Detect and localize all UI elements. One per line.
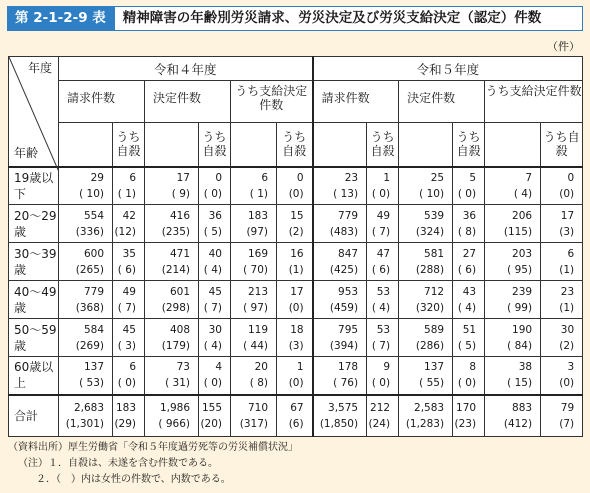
value-cell: 6 ( 0) [113,357,145,395]
value-cell: 15 (2) [277,205,313,243]
value-cell: 25 ( 10) [399,167,453,205]
value-cell: 8 ( 0) [453,357,485,395]
unit-label: （件） [547,40,580,53]
value-cell: 17 (3) [541,205,583,243]
row-label: 19歳以下 [9,167,59,205]
era-header-r4: 令和４年度 [59,57,313,81]
header-suicide: うち自殺 [199,123,231,167]
value-cell: 6 ( 1) [113,167,145,205]
data-table-wrapper [8,56,582,434]
value-cell: 779 (483) [313,205,367,243]
row-label: 合計 [9,395,59,437]
value-cell: 0 (0) [277,167,313,205]
value-cell: 79 (7) [541,395,583,437]
value-cell: 36 ( 8) [453,205,485,243]
value-cell: 408 (179) [145,319,199,357]
value-cell: 119 ( 44) [231,319,277,357]
value-cell: 23 ( 13) [313,167,367,205]
value-cell: 779 (368) [59,281,113,319]
value-cell: 30 (2) [541,319,583,357]
table-title: 精神障害の年齢別労災請求、労災決定及び労災支給決定（認定）件数 [114,6,583,31]
value-cell: 29 ( 10) [59,167,113,205]
note-1: （注）１．自殺は、未遂を含む件数である。 [18,458,218,469]
source-note: （資料出所）厚生労働省「令和５年度過労死等の労災補償状況」 [8,442,298,453]
row-label: 30～39歳 [9,243,59,281]
value-cell: 600 (265) [59,243,113,281]
value-cell: 49 ( 7) [367,205,399,243]
value-cell: 589 (286) [399,319,453,357]
value-cell: 416 (235) [145,205,199,243]
header-claims-r4: 請求件数 [59,81,145,123]
header-awards-r4: うち支給決定件数 [231,81,313,123]
header-claims-r5: 請求件数 [313,81,399,123]
value-cell: 170 (23) [453,395,485,437]
value-cell: 0 (0) [541,167,583,205]
value-cell: 45 ( 3) [113,319,145,357]
value-cell: 7 ( 4) [485,167,541,205]
value-cell: 42 (12) [113,205,145,243]
value-cell: 67 (6) [277,395,313,437]
value-cell: 554 (336) [59,205,113,243]
empty-cell [485,123,541,167]
empty-cell [399,123,453,167]
header-suicide: うち自殺 [541,123,583,167]
value-cell: 178 ( 76) [313,357,367,395]
value-cell: 20 ( 8) [231,357,277,395]
value-cell: 43 ( 4) [453,281,485,319]
corner-header-cell [9,57,59,167]
value-cell: 53 ( 4) [367,281,399,319]
value-cell: 49 ( 7) [113,281,145,319]
header-suicide: うち自殺 [453,123,485,167]
table-row [9,205,583,243]
value-cell: 38 ( 15) [485,357,541,395]
corner-age-label: 年齢 [14,145,39,160]
table-number: 第 2-1-2-9 表 [7,6,114,31]
table-row [9,243,583,281]
value-cell: 206 (115) [485,205,541,243]
row-label: 60歳以上 [9,357,59,395]
value-cell: 953 (459) [313,281,367,319]
era-header-r5: 令和５年度 [313,57,583,81]
value-cell: 213 ( 97) [231,281,277,319]
value-cell: 4 ( 0) [199,357,231,395]
value-cell: 0 ( 0) [199,167,231,205]
value-cell: 73 ( 31) [145,357,199,395]
value-cell: 53 ( 7) [367,319,399,357]
value-cell: 35 ( 6) [113,243,145,281]
table-row [9,357,583,395]
value-cell: 1,986 ( 966) [145,395,199,437]
empty-cell [231,123,277,167]
value-cell: 3,575 (1,850) [313,395,367,437]
header-suicide: うち自殺 [113,123,145,167]
value-cell: 710 (317) [231,395,277,437]
empty-cell [59,123,113,167]
value-cell: 712 (320) [399,281,453,319]
value-cell: 17 (0) [277,281,313,319]
footnotes [8,440,298,488]
value-cell: 5 ( 0) [453,167,485,205]
header-awards-r5: うち支給決定件数 [485,81,583,123]
value-cell: 795 (394) [313,319,367,357]
value-cell: 6 (1) [541,243,583,281]
table-row [9,281,583,319]
value-cell: 6 ( 1) [231,167,277,205]
row-label: 40～49歳 [9,281,59,319]
empty-cell [313,123,367,167]
value-cell: 23 (1) [541,281,583,319]
value-cell: 601 (298) [145,281,199,319]
value-cell: 47 ( 6) [367,243,399,281]
value-cell: 155 (20) [199,395,231,437]
value-cell: 2,583 (1,283) [399,395,453,437]
header-suicide: うち自殺 [277,123,313,167]
row-label: 20～29歳 [9,205,59,243]
value-cell: 239 ( 99) [485,281,541,319]
value-cell: 471 (214) [145,243,199,281]
value-cell: 539 (324) [399,205,453,243]
empty-cell [145,123,199,167]
table-header [7,6,583,31]
value-cell: 16 (1) [277,243,313,281]
value-cell: 203 ( 95) [485,243,541,281]
table-row [9,319,583,357]
value-cell: 40 ( 4) [199,243,231,281]
value-cell: 847 (425) [313,243,367,281]
value-cell: 36 ( 5) [199,205,231,243]
value-cell: 1 (0) [277,357,313,395]
value-cell: 212 (24) [367,395,399,437]
value-cell: 137 ( 53) [59,357,113,395]
value-cell: 190 ( 84) [485,319,541,357]
corner-year-label: 年度 [27,61,52,75]
total-row [9,395,583,437]
value-cell: 2,683 (1,301) [59,395,113,437]
header-suicide: うち自殺 [367,123,399,167]
value-cell: 183 (97) [231,205,277,243]
table-row [9,167,583,205]
value-cell: 18 (3) [277,319,313,357]
value-cell: 30 ( 4) [199,319,231,357]
note-2: ２．（ ）内は女性の件数で、内数である。 [36,474,231,485]
value-cell: 169 ( 70) [231,243,277,281]
value-cell: 183 (29) [113,395,145,437]
value-cell: 584 (269) [59,319,113,357]
data-table [8,56,583,437]
header-decisions-r4: 決定件数 [145,81,231,123]
value-cell: 3 (0) [541,357,583,395]
value-cell: 1 ( 0) [367,167,399,205]
value-cell: 51 ( 5) [453,319,485,357]
value-cell: 137 ( 55) [399,357,453,395]
value-cell: 45 ( 7) [199,281,231,319]
row-label: 50～59歳 [9,319,59,357]
value-cell: 27 ( 6) [453,243,485,281]
value-cell: 883 (412) [485,395,541,437]
value-cell: 9 ( 0) [367,357,399,395]
value-cell: 17 ( 9) [145,167,199,205]
value-cell: 581 (288) [399,243,453,281]
header-decisions-r5: 決定件数 [399,81,485,123]
